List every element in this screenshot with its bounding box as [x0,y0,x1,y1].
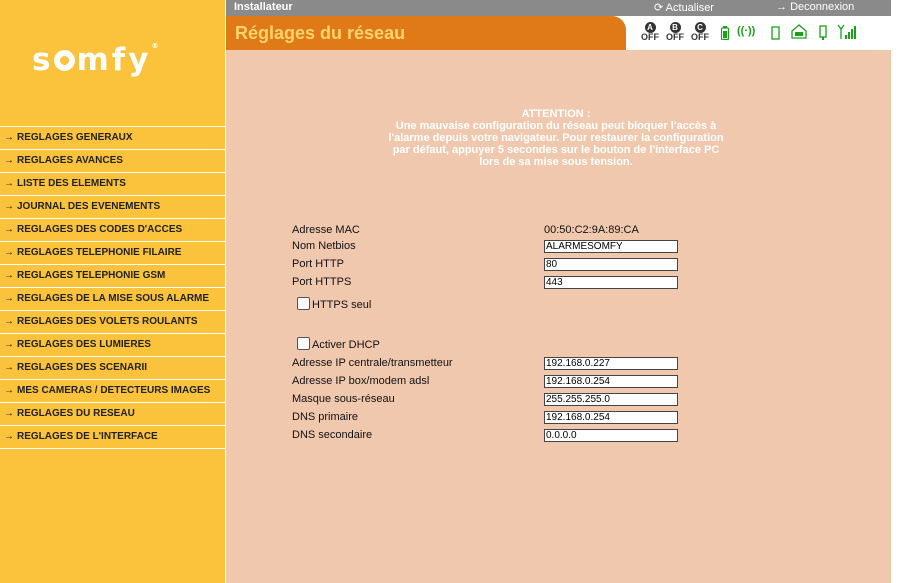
user-role: Installateur [234,1,293,13]
netbios-input[interactable]: ALARMESOMFY [544,240,678,253]
arrow-right-icon: → [4,270,14,281]
dns-secondary-input[interactable]: 0.0.0.0 [544,429,678,442]
sidebar-item-volets-roulants[interactable]: → REGLAGES DES VOLETS ROULANTS [0,311,225,334]
arrow-right-icon: → [4,408,14,419]
sidebar-menu [0,126,225,449]
arrow-right-icon: → [4,431,14,442]
dns-secondary-label: DNS secondaire [292,429,373,441]
title-tab [226,16,626,50]
https-only-label: HTTPS seul [312,299,372,311]
zone-a-status: A OFF [641,23,659,42]
arrow-right-icon: → [4,339,14,350]
arrow-right-icon: → [4,155,14,166]
dhcp-label: Activer DHCP [312,339,380,351]
warning-box [386,108,726,168]
radio-icon: ((·)) [737,25,756,37]
sidebar-item-cameras[interactable]: → MES CAMERAS / DETECTEURS IMAGES [0,380,225,403]
door-icon [771,26,780,40]
arrow-right-icon: → [4,293,14,304]
arrow-right-icon: → [4,132,14,143]
refresh-icon: ⟳ [654,2,664,14]
arrow-right-icon: → [4,178,14,189]
sidebar-item-reglages-generaux[interactable]: → REGLAGES GENERAUX [0,127,225,150]
logout-link[interactable]: → Deconnexion [776,1,855,13]
arrow-right-icon: → [4,316,14,327]
warning-text: Une mauvaise configuration du réseau peut bloquer l'accès à l'alarme depuis votre navigateur. Pour restaurer la configuration par défaut, appuyer 5 secondes sur le bouton de l'interface PC lors de sa mise sous tension. [388,120,724,168]
subnet-mask-label: Masque sous-réseau [292,393,395,405]
arrow-right-icon: → [4,201,14,212]
main-content [226,50,891,583]
gateway-input[interactable]: 192.168.0.254 [544,375,678,388]
subnet-mask-input[interactable]: 255.255.255.0 [544,393,678,406]
title-bar [226,16,891,50]
netbios-label: Nom Netbios [292,240,356,252]
mac-value: 00:50:C2:9A:89:CA [544,224,639,236]
sidebar-item-mise-sous-alarme[interactable]: → REGLAGES DE LA MISE SOUS ALARME [0,288,225,311]
sidebar-item-telephonie-gsm[interactable]: → REGLAGES TELEPHONIE GSM [0,265,225,288]
dhcp-checkbox[interactable] [297,337,310,350]
mac-label: Adresse MAC [292,224,360,236]
http-port-label: Port HTTP [292,258,344,270]
refresh-link[interactable]: ⟳ Actualiser [654,2,714,14]
arrow-right-icon: → [776,1,787,13]
arrow-right-icon: → [4,385,14,396]
battery-icon [721,26,729,40]
dns-primary-label: DNS primaire [292,411,359,423]
warning-title: ATTENTION : [521,108,591,120]
https-port-input[interactable]: 443 [544,276,678,289]
sidebar-item-liste-elements[interactable]: → LISTE DES ELEMENTS [0,173,225,196]
socket-icon [819,25,827,40]
page-title: Réglages du réseau [235,23,406,43]
sidebar-item-codes-acces[interactable]: → REGLAGES DES CODES D'ACCES [0,219,225,242]
home-ok-icon [791,24,807,39]
gateway-label: Adresse IP box/modem adsl [292,375,430,387]
sidebar [0,0,225,583]
sidebar-item-journal-evenements[interactable]: → JOURNAL DES EVENEMENTS [0,196,225,219]
dns-primary-input[interactable]: 192.168.0.254 [544,411,678,424]
https-only-checkbox[interactable] [297,297,310,310]
arrow-right-icon: → [4,247,14,258]
arrow-right-icon: → [4,362,14,373]
gsm-signal-icon [837,24,859,40]
https-port-label: Port HTTPS [292,276,352,288]
arrow-right-icon: → [4,224,14,235]
status-icons [641,22,886,48]
sidebar-item-telephonie-filaire[interactable]: → REGLAGES TELEPHONIE FILAIRE [0,242,225,265]
sidebar-item-scenarii[interactable]: → REGLAGES DES SCENARII [0,357,225,380]
sidebar-item-interface[interactable]: → REGLAGES DE L'INTERFACE [0,426,225,449]
ip-input[interactable]: 192.168.0.227 [544,357,678,370]
page-edge [891,0,901,583]
somfy-logo: s mfy® [32,42,159,78]
sidebar-item-reglages-avances[interactable]: → REGLAGES AVANCES [0,150,225,173]
top-bar [226,0,891,16]
sidebar-item-lumieres[interactable]: → REGLAGES DES LUMIERES [0,334,225,357]
ip-label: Adresse IP centrale/transmetteur [292,357,453,369]
zone-c-status: C OFF [691,23,709,42]
http-port-input[interactable]: 80 [544,258,678,271]
zone-b-status: B OFF [666,23,684,42]
sidebar-item-reseau[interactable]: → REGLAGES DU RESEAU [0,403,225,426]
